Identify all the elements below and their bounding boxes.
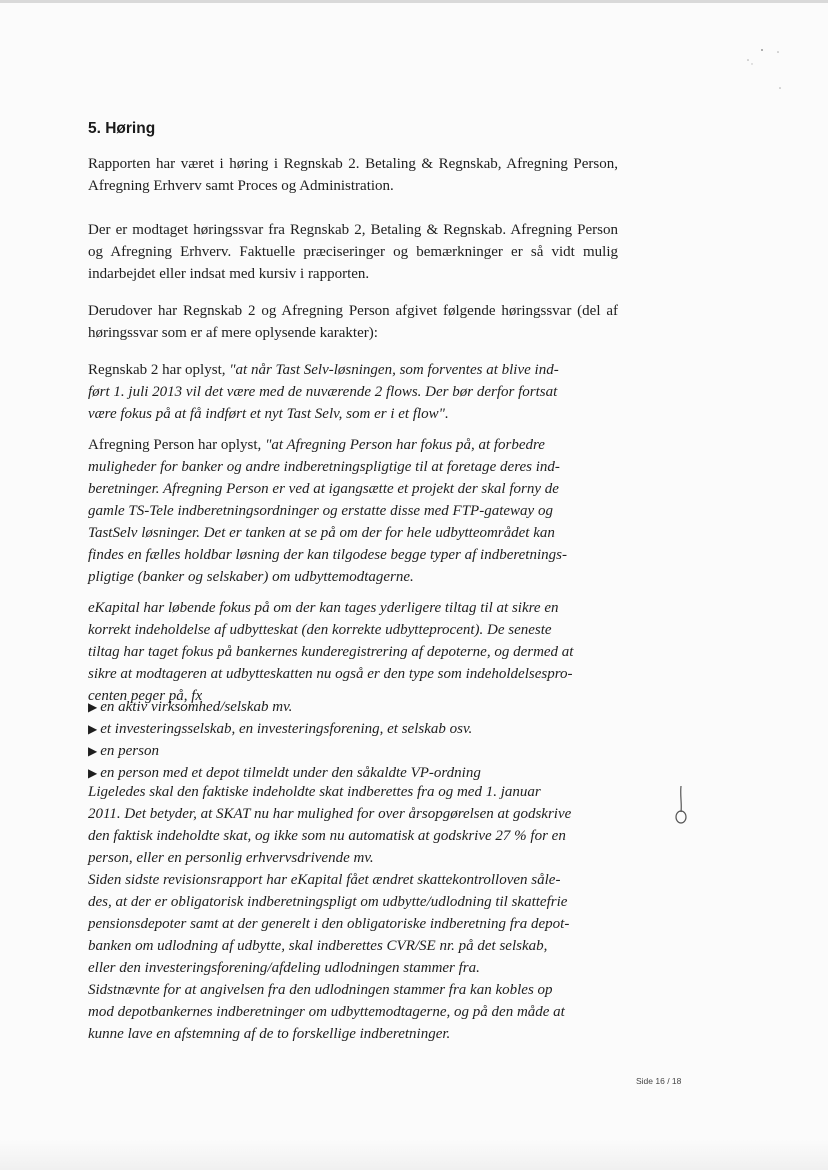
paragraph-derudover: Derudover har Regnskab 2 og Afregning Person afgivet følgende høringssvar (del af høringssvar som er af mere oplysende karakter):: [88, 303, 618, 341]
regnskab-quote-line: "at når Tast Selv-løsningen, som forventes at blive ind-: [229, 362, 559, 378]
afregning-quote-line: beretninger. Afregning Person er ved at igangsætte et projekt der skal forny de: [88, 481, 559, 497]
list-item: [88, 696, 618, 718]
siden-line: Siden sidste revisionsrapport har eKapital fået ændret skattekontrolloven såle-: [88, 872, 561, 888]
siden-line: eller den investeringsforening/afdeling udlodningen stammer fra.: [88, 960, 480, 976]
ligeledes-line: person, eller en personlig erhvervsdrivende mv.: [88, 850, 374, 866]
siden-line: Sidstnævnte for at angivelsen fra den udlodningen stammer fra kan kobles op: [88, 982, 553, 998]
ekapital-line: sikre at modtageren at udbytteskatten nu også er den type som indeholdelsespro-: [88, 666, 573, 682]
regnskab-intro: Regnskab 2 har oplyst,: [88, 362, 226, 378]
paragraph-horing: Rapporten har været i høring i Regnskab 2. Betaling & Regnskab, Afregning Person, Afregning Erhverv samt Proces og Administration.: [88, 156, 618, 194]
afregning-quote-line: TastSelv løsninger. Det er tanken at se på om der for hele udbytteområdet kan: [88, 525, 555, 541]
page-number: Side 16 / 18: [636, 1076, 682, 1086]
ekapital-line: centen peger på, fx: [88, 688, 203, 704]
scan-speckles: [740, 40, 800, 105]
afregning-statement: [88, 434, 618, 588]
paragraph-modtaget: Der er modtaget høringssvar fra Regnskab 2, Betaling & Regnskab. Afregning Person og Afregning Erhverv. Faktuelle præciseringer og bemærkninger er så vidt mulig indarbejdet eller indsat med kursiv i rapporten.: [88, 222, 618, 282]
ekapital-line: eKapital har løbende fokus på om der kan tages yderligere tiltag til at sikre en: [88, 600, 559, 616]
list-item-text: en person: [100, 743, 159, 759]
regnskab-quote-line: være fokus på at få indført et nyt Tast Selv, som er i et flow".: [88, 406, 449, 422]
siden-line: des, at der er obligatorisk indberetningspligt om udbytte/udlodning til skattefrie: [88, 894, 568, 910]
afregning-quote-line: findes en fælles holdbar løsning der kan tilgodese begge typer af indberetnings-: [88, 547, 567, 563]
afregning-quote-line: "at Afregning Person har fokus på, at forbedre: [265, 437, 545, 453]
page-top-edge: [0, 0, 828, 3]
siden-line: banken om udlodning af udbytte, skal indberettes CVR/SE nr. på det selskab,: [88, 938, 548, 954]
afregning-quote-line: muligheder for banker og andre indberetningspligtige til at foretage deres ind-: [88, 459, 560, 475]
siden-line: pensionsdepoter samt at der generelt i den obligatoriske indberetning fra depot-: [88, 916, 570, 932]
list-item: [88, 718, 618, 740]
margin-annotation-mark: [669, 784, 693, 831]
ligeledes-line: den faktisk indeholdte skat, og ikke som nu automatisk at godskrive 27 % for en: [88, 828, 566, 844]
ligeledes-line: 2011. Det betyder, at SKAT nu har mulighed for over årsopgørelsen at godskrive: [88, 806, 572, 822]
list-item-text: et investeringsselskab, en investeringsforening, et selskab osv.: [100, 721, 473, 737]
afregning-quote-line: gamle TS-Tele indberetningsordninger og erstatte disse med FTP-gateway og: [88, 503, 553, 519]
afregning-intro: Afregning Person har oplyst,: [88, 437, 262, 453]
right-pointer-icon: ▶: [88, 766, 98, 780]
right-pointer-icon: ▶: [88, 700, 98, 714]
list-item-text: en person med et depot tilmeldt under den såkaldte VP-ordning: [100, 765, 481, 781]
siden-line: kunne lave en afstemning af de to forskellige indberetninger.: [88, 1026, 451, 1042]
afregning-quote-line: pligtige (banker og selskaber) om udbyttemodtagerne.: [88, 569, 414, 585]
example-bullet-list: [88, 696, 618, 784]
regnskab-statement: [88, 359, 618, 425]
right-pointer-icon: ▶: [88, 744, 98, 758]
siden-line: mod depotbankernes indberetninger om udbyttemodtagerne, og på den måde at: [88, 1004, 565, 1020]
ligeledes-paragraph: [88, 781, 618, 869]
ekapital-line: tiltag har taget fokus på bankernes kunderegistrering af depoterne, og dermed at: [88, 644, 574, 660]
regnskab-quote-line: ført 1. juli 2013 vil det være med de nuværende 2 flows. Der bør derfor fortsat: [88, 384, 558, 400]
list-item: [88, 740, 618, 762]
ligeledes-line: Ligeledes skal den faktiske indeholdte skat indberettes fra og med 1. januar: [88, 784, 541, 800]
section-heading: 5. Høring: [88, 120, 156, 137]
right-pointer-icon: ▶: [88, 722, 98, 736]
list-item-text: en aktiv virksomhed/selskab mv.: [100, 699, 293, 715]
siden-paragraph: [88, 869, 618, 1045]
ekapital-line: korrekt indeholdelse af udbytteskat (den korrekte udbytteprocent). De seneste: [88, 622, 552, 638]
ekapital-paragraph: [88, 597, 618, 707]
page-bottom-shade: [0, 1140, 828, 1170]
